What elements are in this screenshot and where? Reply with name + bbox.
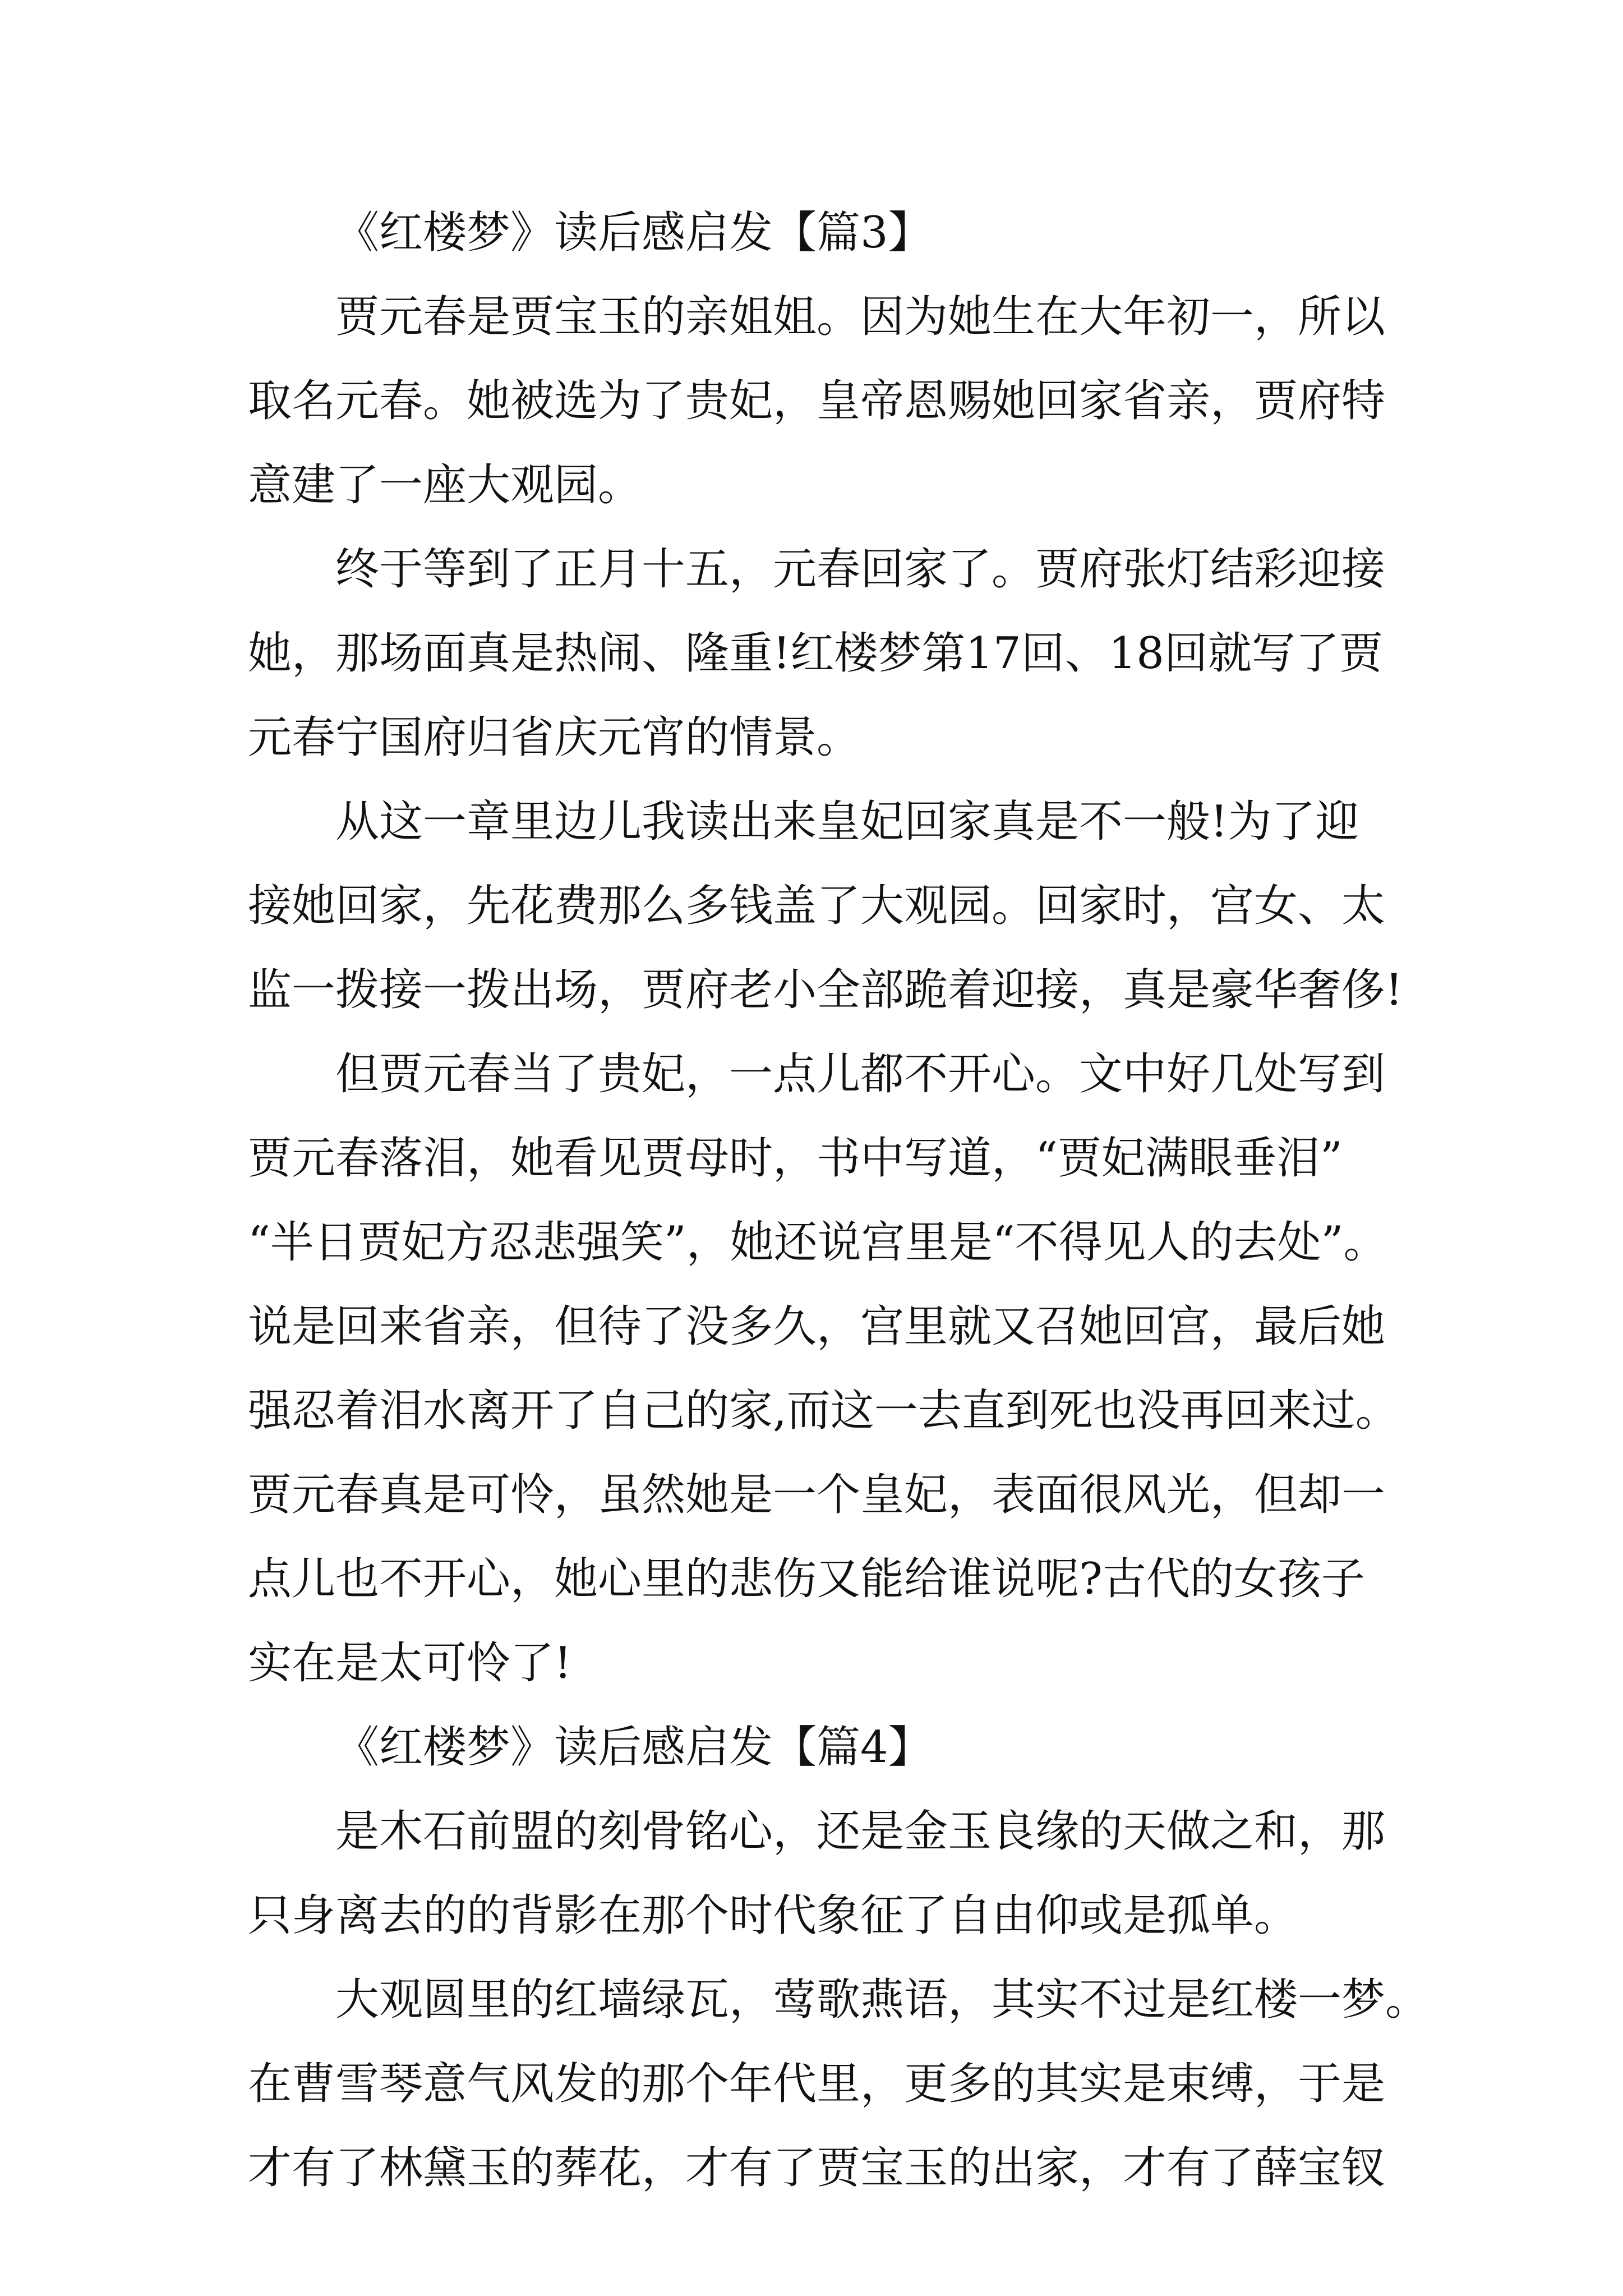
paragraph-line: 在曹雪琴意气风发的那个年代里，更多的其实是束缚，于是 xyxy=(248,2059,1386,2109)
paragraph-line: 大观圆里的红墙绿瓦，莺歌燕语，其实不过是红楼一梦。 xyxy=(335,1975,1430,2025)
paragraph-line: 只身离去的的背影在那个时代象征了自由仰或是孤单。 xyxy=(248,1890,1298,1941)
paragraph-line: “半日贾妃方忍悲强笑”，她还说宫里是“不得见人的去处”。 xyxy=(248,1217,1387,1268)
paragraph-line: 贾元春是贾宝玉的亲姐姐。因为她生在大年初一，所以 xyxy=(335,292,1386,342)
paragraph-line: 贾元春真是可怜，虽然她是一个皇妃，表面很风光，但却一 xyxy=(248,1470,1386,1520)
paragraph-line: 但贾元春当了贵妃，一点儿都不开心。文中好几处写到 xyxy=(335,1049,1386,1099)
paragraph-line: 说是回来省亲，但待了没多久，宫里就又召她回宫，最后她 xyxy=(248,1301,1386,1352)
paragraph-line: 取名元春。她被选为了贵妃，皇帝恩赐她回家省亲，贾府特 xyxy=(248,376,1386,426)
paragraph-line: 贾元春落泪，她看见贾母时，书中写道，“贾妃满眼垂泪” xyxy=(248,1133,1343,1184)
paragraph-line: 元春宁国府归省庆元宵的情景。 xyxy=(248,712,861,763)
paragraph-line: 强忍着泪水离开了自己的家,而这一去直到死也没再回来过。 xyxy=(248,1386,1399,1436)
paragraph-line: 接她回家，先花费那么多钱盖了大观园。回家时，宫女、太 xyxy=(248,881,1386,931)
heading-part-3: 《红楼梦》读后感启发【篇3】 xyxy=(335,208,932,258)
paragraph-line: 实在是太可怜了! xyxy=(248,1638,572,1688)
paragraph-line: 她，那场面真是热闹、隆重!红楼梦第17回、18回就写了贾 xyxy=(248,628,1383,679)
paragraph-line: 意建了一座大观园。 xyxy=(248,460,642,510)
paragraph-line: 才有了林黛玉的葬花，才有了贾宝玉的出家，才有了薛宝钗 xyxy=(248,2143,1386,2193)
heading-part-4: 《红楼梦》读后感启发【篇4】 xyxy=(335,1722,932,1773)
paragraph-line: 终于等到了正月十五，元春回家了。贾府张灯结彩迎接 xyxy=(335,544,1386,595)
paragraph-line: 点儿也不开心，她心里的悲伤又能给谁说呢?古代的女孩子 xyxy=(248,1554,1365,1604)
paragraph-line: 从这一章里边儿我读出来皇妃回家真是不一般!为了迎 xyxy=(335,797,1359,847)
paragraph-line: 监一拨接一拨出场，贾府老小全部跪着迎接，真是豪华奢侈! xyxy=(248,965,1403,1015)
paragraph-line: 是木石前盟的刻骨铭心，还是金玉良缘的天做之和，那 xyxy=(335,1806,1386,1857)
